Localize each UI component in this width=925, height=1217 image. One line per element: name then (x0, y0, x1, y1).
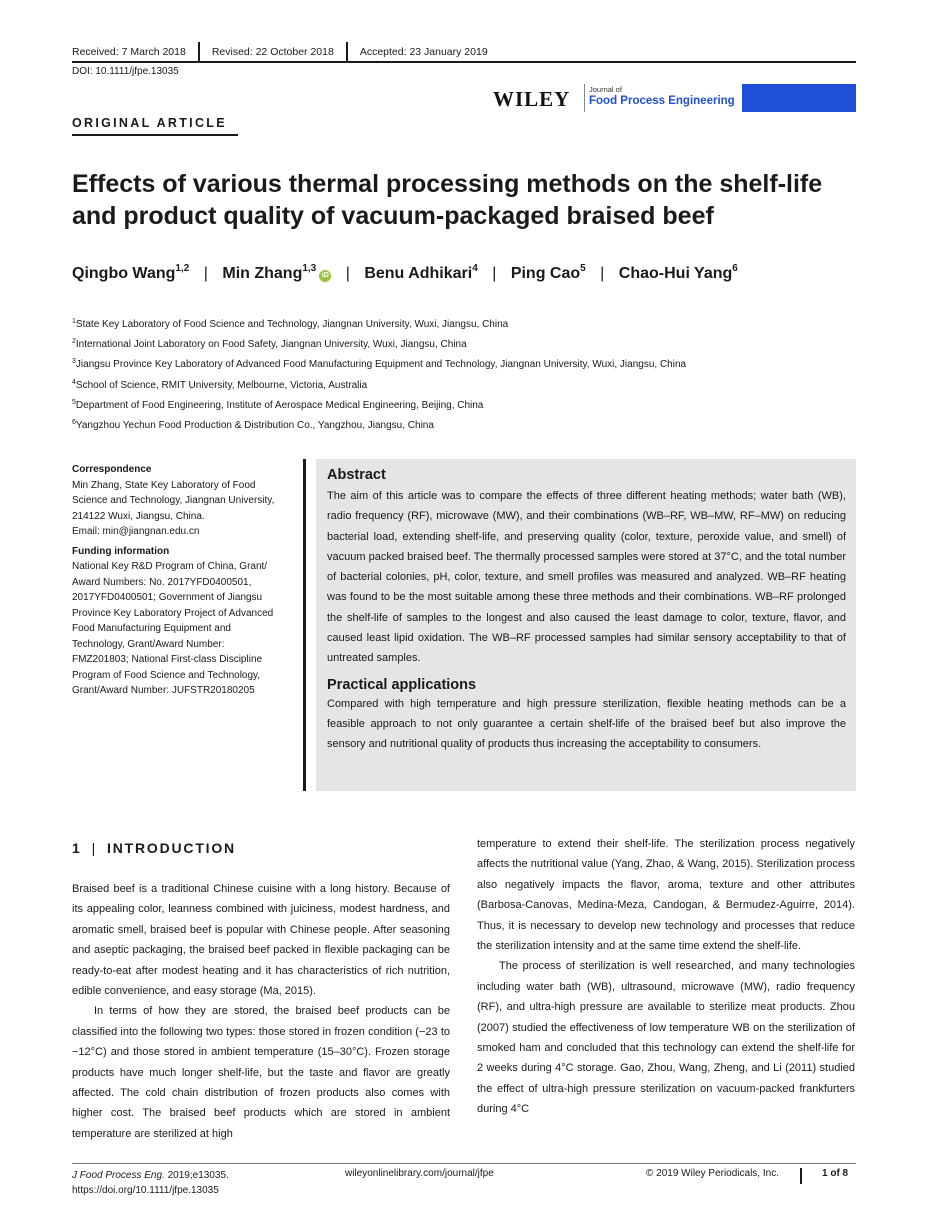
funding-line: FMZ201803; National First-class Discipline (72, 654, 263, 665)
author-name[interactable]: Min Zhang (222, 265, 303, 282)
affiliation-number: 2 (72, 338, 76, 346)
footer-website-link[interactable]: wileyonlinelibrary.com/journal/jfpe (345, 1168, 494, 1179)
affiliation-number: 1 (72, 318, 76, 325)
orcid-icon[interactable]: iD (319, 270, 331, 282)
affiliation-text: School of Science, RMIT University, Melbourne, Victoria, Australia (75, 379, 368, 391)
author-affil-sup: 1,3 (302, 263, 317, 274)
sidebar-divider (303, 459, 306, 791)
affiliation (72, 315, 686, 335)
affiliation (72, 335, 686, 355)
publisher-logo: WILEY (493, 87, 571, 111)
author-name[interactable]: Chao-Hui Yang (618, 265, 733, 282)
affiliation (72, 376, 686, 396)
journal-of-label: Journal of (589, 85, 622, 94)
funding-line: Grant/Award Number: JUFSTR20180205 (72, 685, 255, 696)
author-affil-sup: 1,2 (175, 263, 190, 274)
article-type-underline (72, 134, 238, 136)
footer-copyright: © 2019 Wiley Periodicals, Inc. (646, 1168, 779, 1179)
footer-citation (72, 1168, 229, 1198)
author-name[interactable]: Ping Cao (510, 265, 581, 282)
practical-applications-heading: Practical applications (327, 676, 477, 693)
affiliation-text: International Joint Laboratory on Food Safety, Jiangnan University, Wuxi, Jiangsu, China (75, 339, 467, 351)
affiliation-number: 6 (72, 418, 76, 426)
funding-line: Province Key Laboratory Project of Advanced (72, 607, 274, 619)
body-paragraph: Braised beef is a traditional Chinese cuisine with a long history. Because of its appealing color, leanness combined with juiciness, modest hardness, and aromatic smell, braised beef is popular with Chinese people. After seasoning and aseptic packaging, the braised beef packed in flexible packaging can be ready-to-eat after modest heating and it has characteristics of rich nutrition, edible convenience, and easy storage (Ma, 2015). (72, 883, 450, 998)
funding-label: Funding information (72, 545, 170, 557)
journal-name: Food Process Engineering (589, 95, 735, 107)
author-separator: | (345, 265, 350, 282)
affiliation-text: Yangzhou Yechun Food Production & Distribution Co., Yangzhou, Jiangsu, China (75, 419, 434, 431)
author-list (72, 263, 738, 283)
author-affil-sup: 5 (580, 263, 586, 274)
body-paragraph: temperature to extend their shelf-life. The sterilization process negatively affects the nutritional value (Yang, Zhao, & Wang, 2015). Sterilization process also negatively impacts the flavor, aroma, texture and other attributes (Barbosa-Canovas, Medina-Meza, Candogan, & Bermudez-Aguirre, 2014). Thus, it is necessary to develop new technology and processes that reduce the sterilization intensity and at the same time extend the shelf-life. (477, 838, 855, 953)
funding-line: Program of Food Science and Technology, (72, 669, 261, 681)
funding-line: Technology, Grant/Award Number: (72, 638, 225, 650)
body-column-right (477, 834, 855, 1120)
affiliation-number: 3 (72, 358, 76, 366)
affiliations (72, 315, 686, 436)
received-date: Received: 7 March 2018 (72, 46, 186, 58)
publication-dates (72, 43, 500, 61)
author-affil-sup: 6 (732, 263, 738, 274)
affiliation-text: Jiangsu Province Key Laboratory of Advanced Food Manufacturing Equipment and Technology, Jiangnan University, Wuxi, Jiangsu, China (75, 359, 687, 371)
journal-logo (584, 84, 742, 112)
author-name[interactable]: Benu Adhikari (364, 265, 473, 282)
affiliation-text: Department of Food Engineering, Institute of Aerospace Medical Engineering, Beijing, China (75, 399, 484, 411)
revised-date: Revised: 22 October 2018 (211, 46, 334, 58)
affiliation (72, 355, 686, 375)
funding-line: National Key R&D Program of China, Grant/ (72, 561, 268, 572)
abstract-panel (316, 459, 856, 791)
correspondence-label: Correspondence (72, 464, 152, 475)
correspondence-line: Science and Technology, Jiangnan University, (72, 495, 275, 506)
header-rule (72, 61, 856, 63)
article-type: ORIGINAL ARTICLE (72, 116, 227, 130)
author-affil-sup: 4 (472, 263, 478, 274)
section-separator: | (91, 840, 98, 856)
practical-applications-text: Compared with high temperature and high pressure sterilization, flexible heating methods can be a feasible approach to not only guarantee a certain shelf-life of the braised beef but also improve the sensory and nutritional quality of products thus increasing the acceptability to consumers. (327, 697, 846, 751)
author-separator: | (600, 265, 605, 282)
correspondence-block (72, 462, 300, 540)
affiliation-number: 4 (72, 378, 76, 386)
affiliation-text: State Key Laboratory of Food Science and Technology, Jiangnan University, Wuxi, Jiangsu, China (75, 319, 509, 330)
section-number: 1 (72, 840, 82, 856)
page-number: 1 of 8 (822, 1168, 849, 1179)
body-column-left (72, 879, 450, 1144)
section-title: INTRODUCTION (107, 840, 236, 856)
body-paragraph: The process of sterilization is well researched, and many technologies including water bath (WB), ultrasound, microwave (MW), radio frequency (RF), and ultra-high pressure are available to sterilize meat products. Zhou (2007) studied the effectiveness of low temperature WB on the sterilization of smoked ham and concluded that this technology can extend the shelf-life for 2 weeks during 4°C storage. Gao, Zhou, Wang, Zheng, and Li (2011) studied the effect of ultra-high pressure sterilization on vacuum-packed frankfurters during 4°C (477, 960, 855, 1116)
footer-cite-rest: 2019;e13035. (164, 1170, 229, 1181)
article-info-sidebar (72, 462, 300, 703)
funding-line: 2017YFD0400501; Government of Jiangsu (72, 592, 263, 603)
section-heading (72, 840, 236, 856)
journal-banner (584, 84, 856, 112)
article-title: Effects of various thermal processing methods on the shelf-life and product quality of vacuum-packaged braised beef (72, 170, 823, 230)
abstract-heading: Abstract (327, 467, 386, 483)
abstract-text: The aim of this article was to compare the effects of three different heating methods; water bath (WB), radio frequency (RF), microwave (MW), and their combinations (WB–RF, WB–MW, RF–MW) on reducing bacterial load, extending shelf-life, and preserving quality (color, texture, peroxide value, and smell) of vacuum packed braised beef. The thermally processed samples were stored at 37°C, and the total number of bacterial colonies, pH, color, texture, and smell profiles was measured and analyzed. WB–RF heating was found to be the most suitable among these three methods and their combinations. WB–RF prolonged the shelf-life of samples to the longest and also caused the least damage to color, texture, flavor, and caused least lipid oxidation. The WB–RF processed samples had similar sensory acceptability to that of untreated samples. (327, 490, 846, 665)
funding-line: Food Manufacturing Equipment and (72, 623, 231, 634)
author-separator: | (203, 265, 208, 282)
author-name[interactable]: Qingbo Wang (72, 265, 176, 282)
affiliation-number: 5 (72, 398, 76, 406)
body-paragraph: In terms of how they are stored, the braised beef products can be classified into the following two types: those stored in frozen condition (−23 to −12°C) and those stored in ambient temperature (15–30°C). Frozen storage products have much longer shelf-life, but the taste and flavor are greatly affected. The cold chain distribution of frozen products also comes with higher cost. The braised beef products which are stored in ambient temperature are sterilized at high (72, 1005, 450, 1140)
doi[interactable]: DOI: 10.1111/jfpe.13035 (72, 66, 179, 77)
funding-block (72, 544, 300, 699)
correspondence-email[interactable]: Email: min@jiangnan.edu.cn (72, 526, 200, 537)
affiliation (72, 396, 686, 416)
funding-line: Award Numbers: No. 2017YFD0400501, (72, 576, 252, 588)
footer-doi-link[interactable]: https://doi.org/10.1111/jfpe.13035 (72, 1185, 219, 1196)
accepted-date: Accepted: 23 January 2019 (359, 46, 488, 58)
footer-journal: J Food Process Eng. (72, 1170, 165, 1181)
affiliation (72, 416, 686, 436)
footer-rule (72, 1163, 856, 1164)
author-separator: | (492, 265, 497, 282)
footer-divider (800, 1168, 802, 1184)
correspondence-line: 214122 Wuxi, Jiangsu, China. (72, 510, 205, 522)
correspondence-line: Min Zhang, State Key Laboratory of Food (72, 479, 256, 491)
